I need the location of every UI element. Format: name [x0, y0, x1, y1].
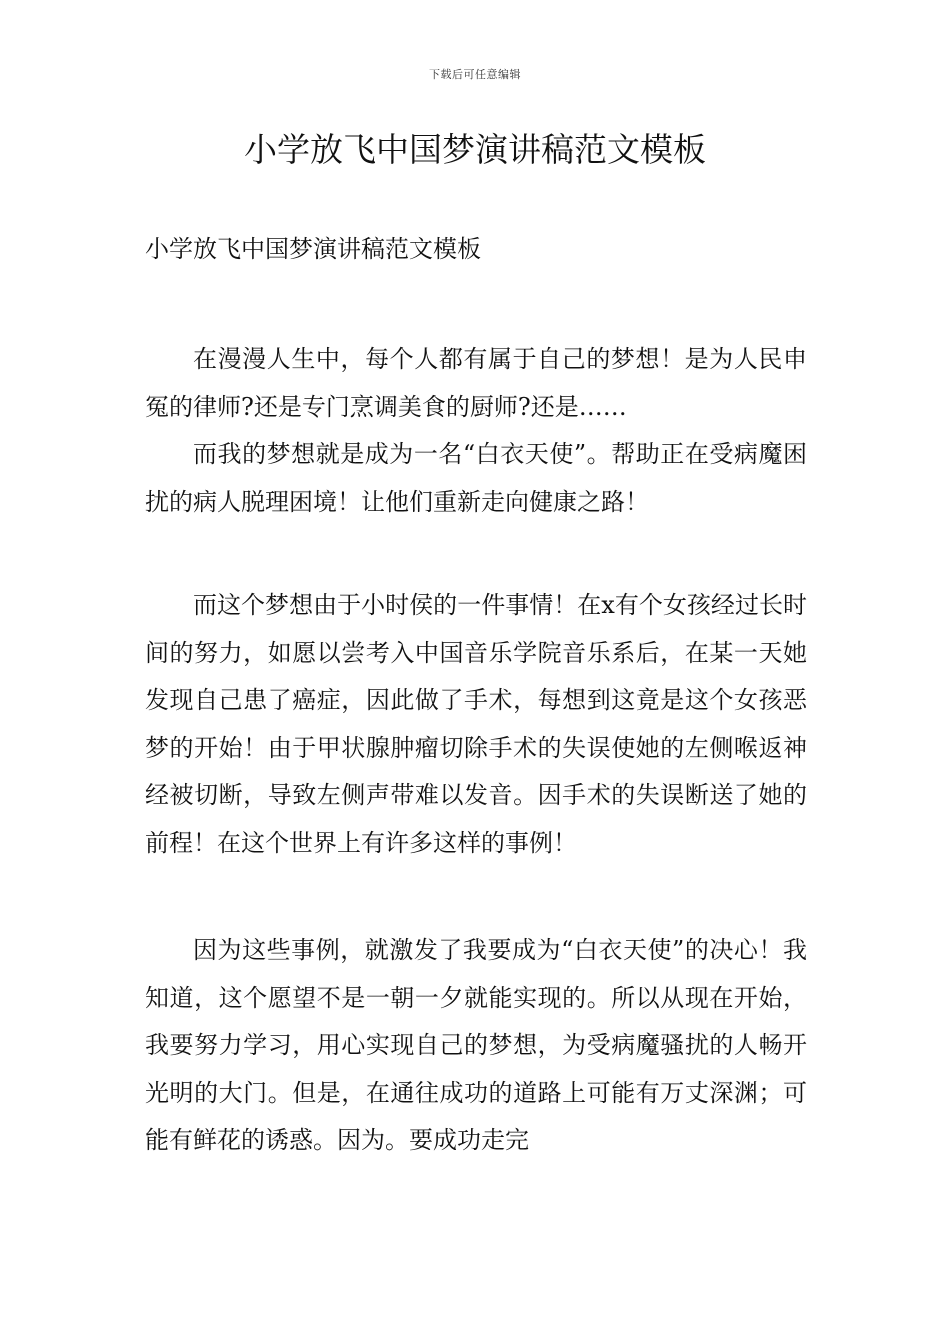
document-title: 小学放飞中国梦演讲稿范文模板	[244, 130, 706, 169]
paragraph-3: 而这个梦想由于小时侯的一件事情！在x有个女孩经过长时间的努力，如愿以尝考入中国音乐学院音乐系后，在某一天她发现自己患了癌症，因此做了手术，每想到这竟是这个女孩恶梦的开始！由于甲状腺肿瘤切除手术的失误使她的左侧喉返神经被切断，导致左侧声带难以发音。因手术的失误断送了她的前程！在这个世界上有许多这样的事例！	[145, 591, 807, 857]
blank-line	[145, 526, 807, 573]
blank-line	[145, 273, 807, 320]
paragraph-4: 因为这些事例，就激发了我要成为“白衣天使”的决心！我知道，这个愿望不是一朝一夕就能实现的。所以从现在开始，我要努力学习，用心实现自己的梦想，为受病魔骚扰的人畅开光明的大门。但是，在通往成功的道路上可能有万丈深渊；可能有鲜花的诱惑。因为。要成功走完	[145, 936, 807, 1154]
blank-line	[145, 867, 807, 914]
paragraph-2: 而我的梦想就是成为一名“白衣天使”。帮助正在受病魔困扰的病人脱理困境！让他们重新走向健康之路！	[145, 440, 807, 516]
document-subtitle: 小学放飞中国梦演讲稿范文模板	[145, 235, 481, 263]
paragraph-1: 在漫漫人生中，每个人都有属于自己的梦想！是为人民申冤的律师?还是专门烹调美食的厨师?还是……	[145, 345, 807, 421]
document-body	[145, 226, 807, 1165]
header-note: 下载后可任意编辑	[429, 68, 521, 81]
